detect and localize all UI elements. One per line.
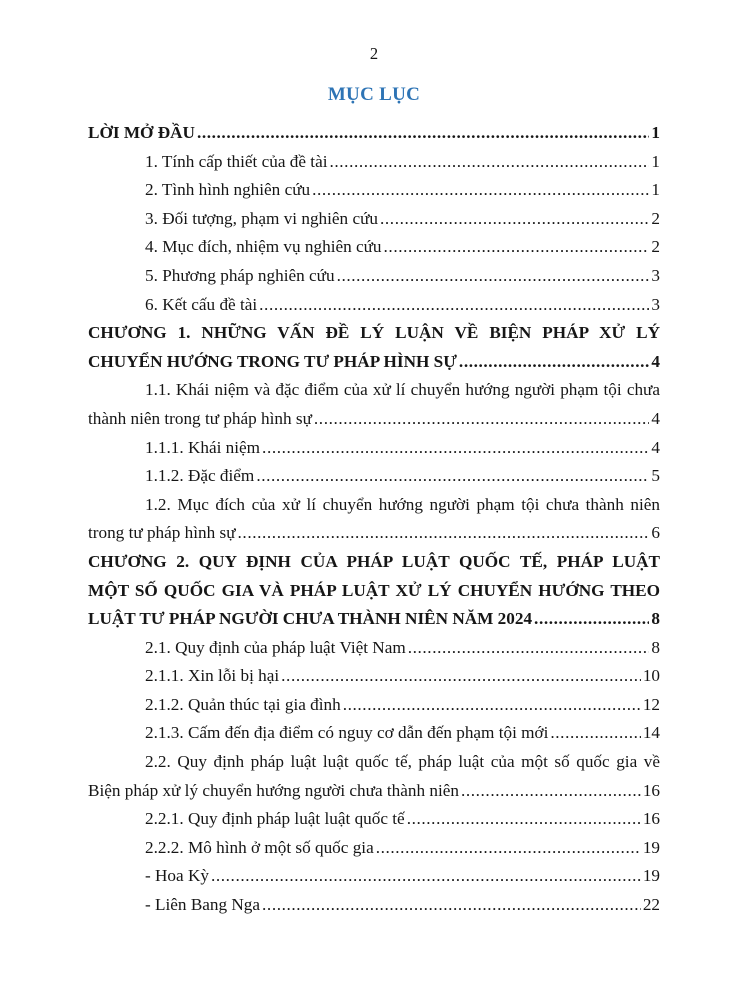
toc-entry-text-line: MỘT SỐ QUỐC GIA VÀ PHÁP LUẬT XỬ LÝ CHUYỂN HƯỚNG THEO [88,580,660,600]
toc-entry-muc-dich-nhiem-vu-nghien-cuu[interactable] [88,233,660,262]
toc-entry-page-number: 19 [642,866,660,886]
toc-entry-leader-line [88,176,660,205]
toc-list [88,119,660,920]
toc-entry-muc-2-1-3[interactable] [88,719,660,748]
toc-entry-page-number: 8 [651,637,660,657]
toc-entry-muc-1-2[interactable] [88,491,660,548]
toc-entry-label: 2.1.2. Quản thúc tại gia đình [145,694,341,714]
leader-dots [312,405,650,434]
toc-entry-doi-tuong-pham-vi-nghien-cuu[interactable] [88,205,660,234]
leader-dots [279,662,641,691]
toc-entry-leader-line [88,262,660,291]
toc-entry-leader-line [88,834,660,863]
toc-entry-loi-mo-dau[interactable] [88,119,660,148]
toc-entry-label: 1. Tính cấp thiết của đề tài [145,151,328,171]
leader-dots [310,176,649,205]
toc-entry-label: trong tư pháp hình sự [88,523,236,543]
leader-dots [236,519,650,548]
toc-entry-page-number: 2 [651,237,660,257]
toc-entry-label: - Liên Bang Nga [145,895,261,915]
toc-entry-leader-line [88,662,660,691]
toc-entry-page-number: 8 [651,609,660,629]
toc-entry-text-line: 2.2. Quy định pháp luật luật quốc tế, pháp luật của một số quốc gia về [145,752,660,772]
toc-entry-label: 3. Đối tượng, phạm vi nghiên cứu [145,208,378,228]
toc-entry-page-number: 22 [642,895,660,915]
toc-entry-chuong-2[interactable] [88,548,660,634]
toc-entry-tinh-cap-thiet-cua-de-tai[interactable] [88,148,660,177]
toc-entry-page-number: 19 [642,837,660,857]
toc-entry-leader-line [88,634,660,663]
toc-entry-page-number: 4 [651,408,660,428]
toc-entry-leader-line [88,862,660,891]
toc-entry-label: 2.1.3. Cấm đến địa điểm có nguy cơ dẫn đến phạm tội mới [145,723,549,743]
toc-entry-leader-line [88,291,660,320]
toc-entry-text-line: 1.1. Khái niệm và đặc điểm của xử lí chuyển hướng người phạm tội chưa [145,380,660,400]
leader-dots [459,777,641,806]
toc-entry-page-number: 10 [642,666,660,686]
toc-entry-text-line: CHƯƠNG 2. QUY ĐỊNH CỦA PHÁP LUẬT QUỐC TẾ, PHÁP LUẬT [88,551,660,571]
toc-entry-leader-line [88,777,660,806]
toc-entry-page-number: 12 [642,694,660,714]
toc-entry-leader-line [88,348,660,377]
toc-entry-label: LỜI MỞ ĐẦU [88,123,195,142]
toc-entry-muc-2-1-2[interactable] [88,691,660,720]
toc-entry-label: 1.1.2. Đặc điểm [145,466,255,486]
toc-entry-ket-cau-de-tai[interactable] [88,291,660,320]
toc-entry-chuong-1[interactable] [88,319,660,376]
toc-entry-leader-line [88,405,660,434]
toc-entry-page-number: 16 [642,809,660,829]
toc-entry-page-number: 2 [651,208,660,228]
toc-entry-label: 5. Phương pháp nghiên cứu [145,265,335,285]
toc-entry-page-number: 1 [651,180,660,200]
toc-entry-muc-1-1-2[interactable] [88,462,660,491]
leader-dots [195,119,649,148]
leader-dots [341,691,641,720]
toc-entry-label: 2.1.1. Xin lỗi bị hại [145,666,280,686]
toc-entry-page-number: 4 [651,351,660,371]
toc-entry-page-number: 6 [651,523,660,543]
leader-dots [209,862,641,891]
toc-entry-leader-line [88,891,660,920]
toc-entry-muc-2-2-2[interactable] [88,834,660,863]
leader-dots [378,205,649,234]
toc-entry-label: CHUYỂN HƯỚNG TRONG TƯ PHÁP HÌNH SỰ [88,351,457,371]
toc-entry-page-number: 4 [651,437,660,457]
leader-dots [260,891,641,920]
toc-entry-label: - Hoa Kỳ [145,866,209,886]
toc-entry-page-number: 1 [651,151,660,171]
toc-entry-leader-line [88,691,660,720]
toc-entry-leader-line [88,605,660,634]
toc-entry-page-number: 1 [651,123,660,142]
leader-dots [548,719,640,748]
document-title: MỤC LỤC [327,84,421,105]
toc-entry-page-number: 3 [651,265,660,285]
toc-entry-label: 2.2.1. Quy định pháp luật luật quốc tế [145,809,405,829]
toc-entry-page-number: 14 [642,723,660,743]
leader-dots [254,462,649,491]
toc-entry-leader-line [88,233,660,262]
toc-entry-label: 2. Tình hình nghiên cứu [145,180,311,200]
toc-entry-label: 6. Kết cấu đề tài [145,294,258,314]
leader-dots [260,434,649,463]
toc-entry-leader-line [88,462,660,491]
toc-entry-label: 1.1.1. Khái niệm [145,437,261,457]
leader-dots [257,291,649,320]
toc-entry-lien-bang-nga[interactable] [88,891,660,920]
toc-entry-text-line: 1.2. Mục đích của xử lí chuyển hướng người phạm tội chưa thành niên [145,494,660,514]
toc-entry-muc-2-1[interactable] [88,634,660,663]
toc-entry-muc-2-2[interactable] [88,748,660,805]
toc-entry-tinh-hinh-nghien-cuu[interactable] [88,176,660,205]
toc-entry-label: thành niên trong tư pháp hình sự [88,408,312,428]
toc-entry-page-number: 3 [651,294,660,314]
toc-entry-leader-line [88,205,660,234]
page-number: 2 [369,44,379,63]
toc-entry-text-line: CHƯƠNG 1. NHỮNG VẤN ĐỀ LÝ LUẬN VỀ BIỆN PHÁP XỬ LÝ [88,323,660,343]
leader-dots [374,834,641,863]
toc-entry-hoa-ky[interactable] [88,862,660,891]
toc-entry-leader-line [88,519,660,548]
toc-entry-phuong-phap-nghien-cuu[interactable] [88,262,660,291]
leader-dots [406,634,650,663]
toc-entry-page-number: 5 [651,466,660,486]
toc-entry-label: Biện pháp xử lý chuyển hướng người chưa thành niên [88,780,459,800]
leader-dots [335,262,650,291]
toc-entry-muc-1-1-1[interactable] [88,434,660,463]
toc-entry-leader-line [88,148,660,177]
toc-entry-label: 2.1. Quy định của pháp luật Việt Nam [145,637,406,657]
toc-entry-muc-1-1[interactable] [88,376,660,433]
toc-entry-muc-2-1-1[interactable] [88,662,660,691]
toc-entry-label: LUẬT TƯ PHÁP NGƯỜI CHƯA THÀNH NIÊN NĂM 2024 [88,609,533,629]
toc-entry-leader-line [88,119,660,148]
leader-dots [382,233,650,262]
toc-entry-leader-line [88,719,660,748]
toc-entry-label: 2.2.2. Mô hình ở một số quốc gia [145,837,374,857]
leader-dots [457,348,649,377]
toc-entry-page-number: 16 [642,780,660,800]
leader-dots [532,605,649,634]
toc-entry-label: 4. Mục đích, nhiệm vụ nghiên cứu [145,237,382,257]
leader-dots [405,805,641,834]
leader-dots [327,148,649,177]
toc-entry-leader-line [88,805,660,834]
toc-entry-leader-line [88,434,660,463]
toc-entry-muc-2-2-1[interactable] [88,805,660,834]
